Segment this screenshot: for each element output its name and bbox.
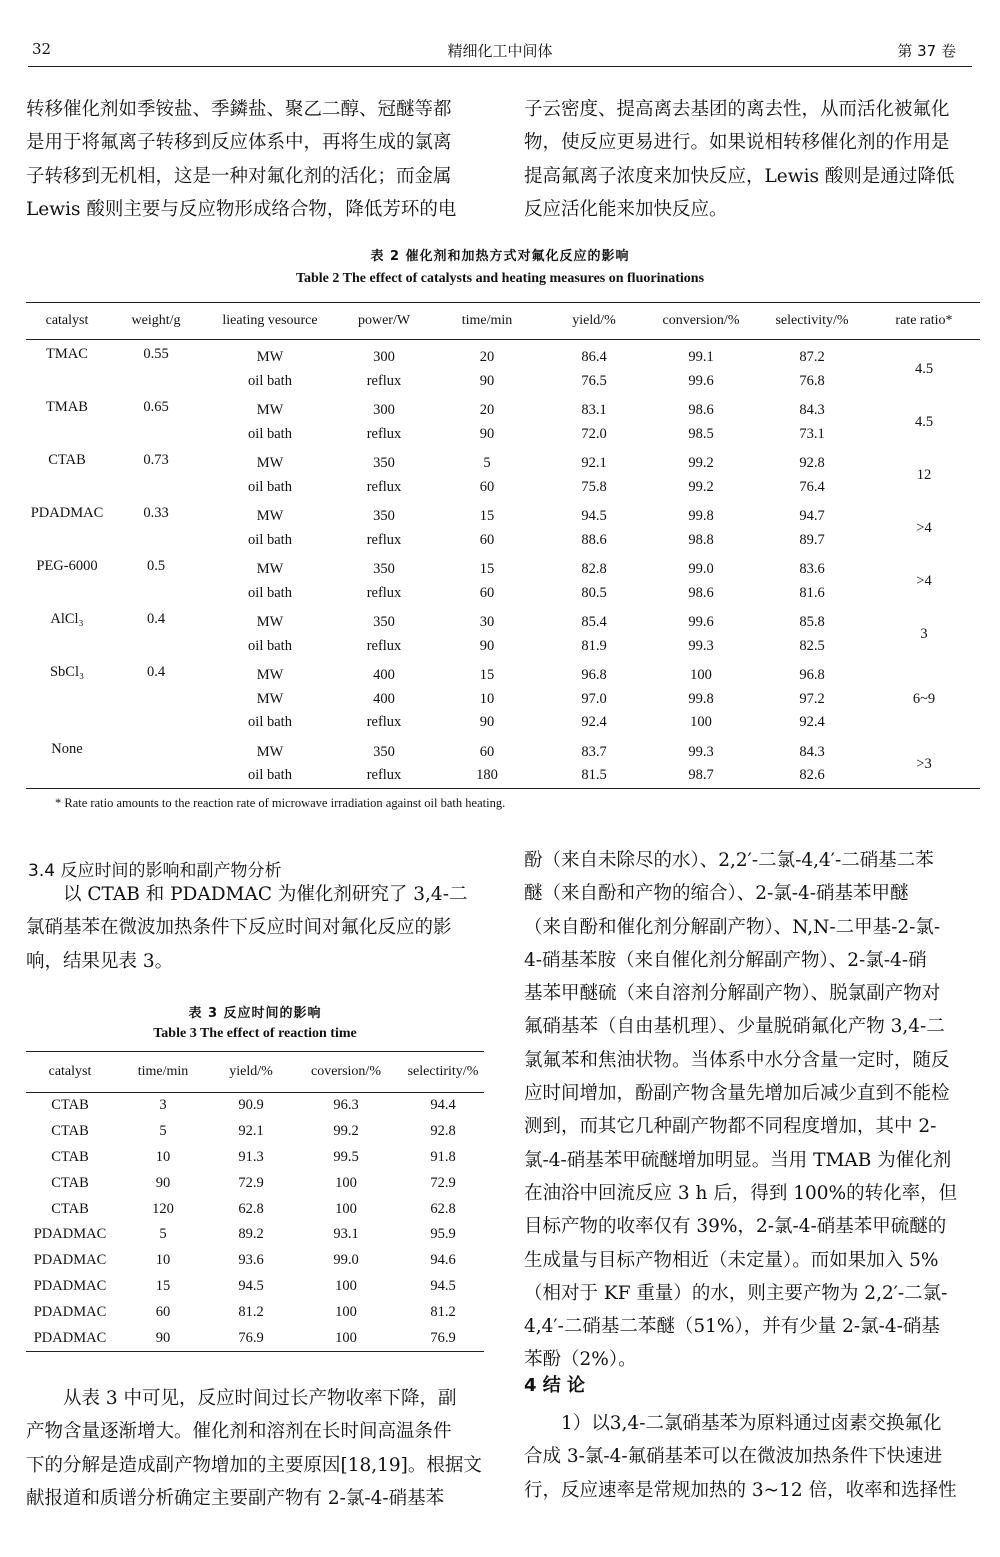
table2-cell: 97.2	[799, 690, 825, 707]
text-line: 在油浴中回流反应 3 h 后，得到 100%的转化率，但	[524, 1182, 958, 1204]
table3-cell: CTAB	[51, 1200, 89, 1217]
table2-cell: 72.0	[581, 425, 607, 442]
table2-cell: reflux	[366, 372, 402, 389]
table3-cell: CTAB	[51, 1097, 89, 1114]
table2-cell: oil bath	[248, 714, 292, 731]
table3-cell: 72.9	[238, 1174, 264, 1191]
table3-cell: 10	[155, 1148, 171, 1165]
table2-cell: 99.8	[688, 508, 714, 525]
table3-cell: 5	[159, 1123, 167, 1140]
table2-cell: oil bath	[248, 767, 292, 784]
table2-cell: 76.8	[799, 372, 825, 389]
table2-cell: TMAC	[46, 346, 88, 362]
table2-cell: 96.8	[799, 667, 825, 684]
text-line: 4,4′-二硝基二苯醚（51%），并有少量 2-氯-4-硝基	[524, 1316, 940, 1338]
table3-cell: 76.9	[430, 1329, 456, 1346]
table3-header-cell: yield/%	[212, 1052, 290, 1093]
table3-cell: PDADMAC	[33, 1252, 107, 1269]
table2-cell: 350	[373, 455, 395, 472]
table2-header-cell: rate ratio*	[868, 303, 980, 340]
table2-cell: reflux	[366, 531, 402, 548]
table2-cell: 15	[479, 561, 495, 578]
table3-header-row	[26, 1052, 484, 1093]
table2-cell: 82.5	[799, 637, 825, 654]
table3-row	[26, 1325, 484, 1351]
table3-cell: 92.8	[430, 1123, 456, 1140]
table3-cell: 100	[335, 1329, 357, 1346]
table3-cell: 91.3	[238, 1148, 264, 1165]
table2-cell: MW	[256, 690, 284, 707]
table3-cell: 91.8	[430, 1148, 456, 1165]
table3-cell: CTAB	[51, 1148, 89, 1165]
table2-cell: 100	[690, 667, 712, 684]
table3-cell: PDADMAC	[33, 1329, 107, 1346]
text-line: 合成 3-氯-4-氟硝基苯可以在微波加热条件下快速进	[524, 1446, 943, 1468]
table3-row	[26, 1248, 484, 1274]
table2-cell: 83.6	[799, 561, 825, 578]
table3-cell: 72.9	[430, 1174, 456, 1191]
table2-row	[26, 605, 980, 635]
table2-header-cell: conversion/%	[646, 303, 756, 340]
table3-caption-cn: 表 3 反应时间的影响	[188, 1006, 322, 1021]
table2-cell: 5	[483, 455, 491, 472]
table2-cell: 73.1	[799, 425, 825, 442]
text-line: 基苯甲醚硫（来自溶剂分解副产物）、脱氯副产物对	[524, 983, 941, 1005]
section-4-heading: 4 结 论	[524, 1375, 586, 1396]
table2-cell: 94.5	[581, 508, 607, 525]
table2-cell: 12	[916, 467, 932, 483]
table2-cell: 350	[373, 614, 395, 631]
table2	[26, 302, 980, 789]
paragraph-top-right	[524, 93, 982, 226]
page-number: 32	[32, 40, 52, 58]
table2-cell: reflux	[366, 425, 402, 442]
table3-cell: 93.1	[333, 1226, 359, 1243]
table3-row	[26, 1222, 484, 1248]
table2-cell: 90	[479, 714, 495, 731]
table2-cell: 99.1	[688, 349, 714, 366]
table3-cell: 60	[155, 1303, 171, 1320]
table2-cell: 98.6	[688, 402, 714, 419]
text-line: 1）以3,4-二氯硝基苯为原料通过卤素交换氟化	[561, 1413, 942, 1434]
table2-cell: 94.7	[799, 508, 825, 525]
table2-header-cell: catalyst	[26, 303, 108, 340]
paragraph-section-4	[524, 1407, 982, 1507]
table3-row	[26, 1170, 484, 1196]
table3-row	[26, 1093, 484, 1119]
table2-header-cell: yield/%	[542, 303, 646, 340]
table3-cell: 93.6	[238, 1252, 264, 1269]
table2-cell: 300	[373, 349, 395, 366]
table2-cell: 84.3	[799, 743, 825, 760]
table3-cell: 15	[155, 1277, 171, 1294]
table2-cell: AlCl₃	[50, 611, 84, 627]
text-line: 产物含量逐渐增大。催化剂和溶剂在长时间高温条件	[26, 1421, 452, 1443]
table2-cell: 92.4	[799, 714, 825, 731]
text-line: 4-硝基苯胺（来自催化剂分解副产物）、2-氯-4-硝	[524, 949, 927, 971]
table2-cell: TMAB	[46, 399, 88, 415]
table3-cell: 76.9	[238, 1329, 264, 1346]
table2-cell: 82.8	[581, 561, 607, 578]
table2-cell: 81.5	[581, 767, 607, 784]
table2-row	[26, 552, 980, 582]
paragraph-bottom-left	[26, 1382, 484, 1515]
table2-row	[26, 658, 980, 688]
paragraph-top-left	[26, 93, 484, 226]
table2-cell: 90	[479, 637, 495, 654]
table2-caption-en: Table 2 The effect of catalysts and heating measures on fluorinations	[295, 271, 705, 286]
table2-header-row	[26, 303, 980, 340]
text-line: 从表 3 中可见，反应时间过长产物收率下降，副	[63, 1388, 457, 1409]
table2-cell: reflux	[366, 714, 402, 731]
table2-cell: MW	[256, 508, 284, 525]
table2-cell: 86.4	[581, 349, 607, 366]
text-line: （相对于 KF 重量）的水，则主要产物为 2,2′-二氯-	[524, 1282, 948, 1304]
paragraph-section-3-4	[26, 878, 484, 978]
table2-cell: 83.1	[581, 402, 607, 419]
table2-cell: 83.7	[581, 743, 607, 760]
table3-cell: 90.9	[238, 1097, 264, 1114]
table2-cell: 92.4	[581, 714, 607, 731]
table3-cell: 99.2	[333, 1123, 359, 1140]
section-3-4-heading: 3.4 反应时间的影响和副产物分析	[28, 861, 282, 881]
header-rule	[28, 66, 972, 67]
table2-row	[26, 499, 980, 529]
table2-header-cell: time/min	[432, 303, 542, 340]
table3-cell: PDADMAC	[33, 1303, 107, 1320]
table2-cell: 92.1	[581, 455, 607, 472]
text-line: 子云密度、提高离去基团的离去性，从而活化被氟化	[524, 99, 950, 120]
table3-cell: CTAB	[51, 1174, 89, 1191]
table2-cell: oil bath	[248, 478, 292, 495]
table2-cell: MW	[256, 614, 284, 631]
table2-cell: oil bath	[248, 637, 292, 654]
text-line: 目标产物的收率仅有 39%，2-氯-4-硝基苯甲硫醚的	[524, 1216, 947, 1238]
table3-caption-en: Table 3 The effect of reaction time	[153, 1026, 357, 1041]
table2-cell: 98.5	[688, 425, 714, 442]
table2-cell: 6~9	[912, 690, 936, 707]
text-line: 氯硝基苯在微波加热条件下反应时间对氟化反应的影	[26, 917, 452, 939]
table2-cell: MW	[256, 349, 284, 366]
table2-cell: 99.2	[688, 478, 714, 495]
text-line: 应时间增加，酚副产物含量先增加后减少直到不能检	[524, 1083, 950, 1105]
table2-cell: >4	[916, 520, 932, 536]
table2-header-cell: power/W	[336, 303, 432, 340]
table2-cell: 350	[373, 743, 395, 760]
table3-row	[26, 1119, 484, 1145]
table2-cell: oil bath	[248, 425, 292, 442]
table2-cell: 60	[479, 743, 495, 760]
table3-cell: 94.5	[238, 1277, 264, 1294]
table2-cell: 99.6	[688, 614, 714, 631]
table3-cell: CTAB	[51, 1123, 89, 1140]
table2-cell: oil bath	[248, 584, 292, 601]
table2-cell: PEG-6000	[36, 558, 98, 574]
table3-header-cell: selectirity/%	[402, 1052, 484, 1093]
table3-cell: 89.2	[238, 1226, 264, 1243]
text-line: 苯酚（2%）。	[524, 1349, 637, 1371]
table2-cell: >3	[916, 755, 932, 772]
table2-header-cell: weight/g	[108, 303, 204, 340]
table2-cell: 85.4	[581, 614, 607, 631]
table3-cell: 95.9	[430, 1226, 456, 1243]
table3-cell: 5	[159, 1226, 167, 1243]
table2-cell: 76.5	[581, 372, 607, 389]
text-line: 酚（来自未除尽的水）、2,2′-二氯-4,4′-二硝基二苯	[524, 850, 934, 871]
table2-cell: 99.0	[688, 561, 714, 578]
table2-cell: 180	[476, 767, 498, 784]
table2-cell: 75.8	[581, 478, 607, 495]
table2-cell: 350	[373, 508, 395, 525]
table3-cell: 120	[152, 1200, 174, 1217]
table2-cell: reflux	[366, 767, 402, 784]
table2-cell: 20	[479, 349, 495, 366]
table2-cell: 4.5	[914, 361, 934, 377]
table2-cell: 0.33	[143, 505, 169, 521]
table2-cell: 0.5	[146, 558, 166, 574]
table2-cell: 76.4	[799, 478, 825, 495]
table2-cell: 97.0	[581, 690, 607, 707]
table3-cell: 90	[155, 1329, 171, 1346]
table3-header-cell: catalyst	[26, 1052, 114, 1093]
table2-cell: 100	[690, 714, 712, 731]
text-line: 是用于将氟离子转移到反应体系中，再将生成的氯离	[26, 132, 452, 154]
table2-cell: 98.6	[688, 584, 714, 601]
table2-cell: 4.5	[914, 414, 934, 430]
table2-row	[26, 735, 980, 765]
table2-cell: oil bath	[248, 531, 292, 548]
table2-cell: 60	[479, 531, 495, 548]
table3-cell: 100	[335, 1303, 357, 1320]
text-line: 醚（来自酚和产物的缩合）、2-氯-4-硝基苯甲醚	[524, 883, 909, 905]
table3-row	[26, 1299, 484, 1325]
table2-cell: 99.3	[688, 743, 714, 760]
text-line: 提高氟离子浓度来加快反应，Lewis 酸则是通过降低	[524, 165, 955, 187]
table2-cell: CTAB	[48, 452, 86, 468]
table2-row	[26, 393, 980, 423]
table3-cell: 94.6	[430, 1252, 456, 1269]
table2-row	[26, 340, 980, 370]
table2-cell: SbCl₃	[49, 664, 85, 680]
table2-cell: MW	[256, 667, 284, 684]
table2-cell: MW	[256, 743, 284, 760]
text-line: Lewis 酸则主要与反应物形成络合物，降低芳环的电	[26, 198, 457, 220]
table3-cell: PDADMAC	[33, 1226, 107, 1243]
table2-cell: 0.73	[143, 452, 169, 468]
table3-cell: 62.8	[238, 1200, 264, 1217]
table2-cell: 99.6	[688, 372, 714, 389]
table2-caption-cn: 表 2 催化剂和加热方式对氟化反应的影响	[370, 249, 630, 264]
table2-cell: reflux	[366, 637, 402, 654]
text-line: 行，反应速率是常规加热的 3~12 倍，收率和选择性	[524, 1479, 957, 1501]
text-line: 物，使反应更易进行。如果说相转移催化剂的作用是	[524, 132, 950, 154]
table3-cell: 100	[335, 1174, 357, 1191]
table2-cell: oil bath	[248, 372, 292, 389]
table3-cell: 10	[155, 1252, 171, 1269]
text-line: 氯氟苯和焦油状物。当体系中水分含量一定时，随反	[524, 1049, 950, 1071]
table3-cell: 94.4	[430, 1097, 456, 1114]
table2-cell: 84.3	[799, 402, 825, 419]
table2-cell: 89.7	[799, 531, 825, 548]
table3-cell: 81.2	[430, 1303, 456, 1320]
table2-cell: reflux	[366, 584, 402, 601]
table2-cell: 15	[479, 667, 495, 684]
table3-cell: 90	[155, 1174, 171, 1191]
table3	[26, 1051, 484, 1352]
table2-cell: 98.8	[688, 531, 714, 548]
table2-cell: 99.3	[688, 637, 714, 654]
table2-cell: 350	[373, 561, 395, 578]
text-line: 生成量与目标产物相近（未定量）。而如果加入 5%	[524, 1249, 939, 1271]
table2-cell: PDADMAC	[30, 505, 104, 521]
running-header	[28, 34, 972, 64]
table2-cell: 81.6	[799, 584, 825, 601]
table3-cell: 94.5	[430, 1277, 456, 1294]
table3-cell: 62.8	[430, 1200, 456, 1217]
table2-cell: 85.8	[799, 614, 825, 631]
text-line: 子转移到无机相，这是一种对氟化剂的活化；而金属	[26, 165, 452, 187]
table2-cell: 90	[479, 425, 495, 442]
table3-cell: 100	[335, 1277, 357, 1294]
table2-cell	[108, 735, 204, 789]
table2-cell: 98.7	[688, 767, 714, 784]
table2-cell: None	[51, 740, 83, 757]
table2-cell: 3	[920, 626, 928, 642]
table3-cell: 3	[159, 1097, 167, 1114]
table2-cell: 300	[373, 402, 395, 419]
paragraph-right-column	[524, 844, 982, 1377]
text-line: 下的分解是造成副产物增加的主要原因[18,19]。根据文	[26, 1454, 482, 1476]
table2-cell: 81.9	[581, 637, 607, 654]
volume-label: 第 37 卷	[897, 42, 956, 60]
table2-header-cell: selectivity/%	[756, 303, 868, 340]
table2-cell: 80.5	[581, 584, 607, 601]
table2-cell: MW	[256, 402, 284, 419]
table2-cell: 30	[479, 614, 495, 631]
table2-cell: >4	[916, 573, 932, 589]
table3-row	[26, 1196, 484, 1222]
table2-cell: 87.2	[799, 349, 825, 366]
table2-cell: 60	[479, 584, 495, 601]
table2-cell: 92.8	[799, 455, 825, 472]
table2-cell: 99.2	[688, 455, 714, 472]
table2-footnote: * Rate ratio amounts to the reaction rate of microwave irradiation against oil bath heating.	[55, 796, 506, 810]
text-line: 氯-4-硝基苯甲硫醚增加明显。当用 TMAB 为催化剂	[524, 1149, 952, 1171]
table3-cell: 92.1	[238, 1123, 264, 1140]
table2-header-cell: lieating vesource	[204, 303, 336, 340]
table2-cell: 15	[479, 508, 495, 525]
table2-row	[26, 446, 980, 476]
text-line: 氟硝基苯（自由基机理）、少量脱硝氟化产物 3,4-二	[524, 1016, 945, 1038]
journal-title: 精细化工中间体	[447, 42, 553, 60]
table3-header-cell: coversion/%	[290, 1052, 402, 1093]
table2-cell: 400	[373, 667, 395, 684]
table3-cell: 81.2	[238, 1303, 264, 1320]
table2-cell: 60	[479, 478, 495, 495]
table2-cell: 0.55	[143, 346, 169, 362]
table2-cell: 20	[479, 402, 495, 419]
table2-cell: MW	[256, 561, 284, 578]
text-line: 反应活化能来加快反应。	[524, 198, 728, 220]
table2-cell: 88.6	[581, 531, 607, 548]
table2-cell: 96.8	[581, 667, 607, 684]
table2-cell: 0.4	[146, 664, 166, 680]
text-line: （来自酚和催化剂分解副产物）、N,N-二甲基-2-氯-	[524, 916, 941, 938]
table2-cell: MW	[256, 455, 284, 472]
text-line: 响，结果见表 3。	[26, 950, 174, 972]
table3-row	[26, 1274, 484, 1300]
text-line: 以 CTAB 和 PDADMAC 为催化剂研究了 3,4-二	[63, 884, 468, 905]
text-line: 献报道和质谱分析确定主要副产物有 2-氯-4-硝基苯	[26, 1487, 445, 1509]
table3-cell: 96.3	[333, 1097, 359, 1114]
text-line: 转移催化剂如季铵盐、季鏻盐、聚乙二醇、冠醚等都	[26, 99, 452, 120]
text-line: 测到，而其它几种副产物都不同程度增加，其中 2-	[524, 1116, 937, 1138]
table3-row	[26, 1145, 484, 1171]
table3-cell: PDADMAC	[33, 1277, 107, 1294]
table2-cell: 400	[373, 690, 395, 707]
table2-cell: 0.65	[143, 399, 169, 415]
table3-cell: 99.0	[333, 1252, 359, 1269]
table3-cell: 99.5	[333, 1148, 359, 1165]
table2-cell: 82.6	[799, 767, 825, 784]
table2-cell: 0.4	[146, 611, 166, 627]
table2-cell: 99.8	[688, 690, 714, 707]
table3-header-cell: time/min	[114, 1052, 212, 1093]
table2-cell: reflux	[366, 478, 402, 495]
table2-cell: 90	[479, 372, 495, 389]
table3-cell: 100	[335, 1200, 357, 1217]
table2-cell: 10	[479, 690, 495, 707]
